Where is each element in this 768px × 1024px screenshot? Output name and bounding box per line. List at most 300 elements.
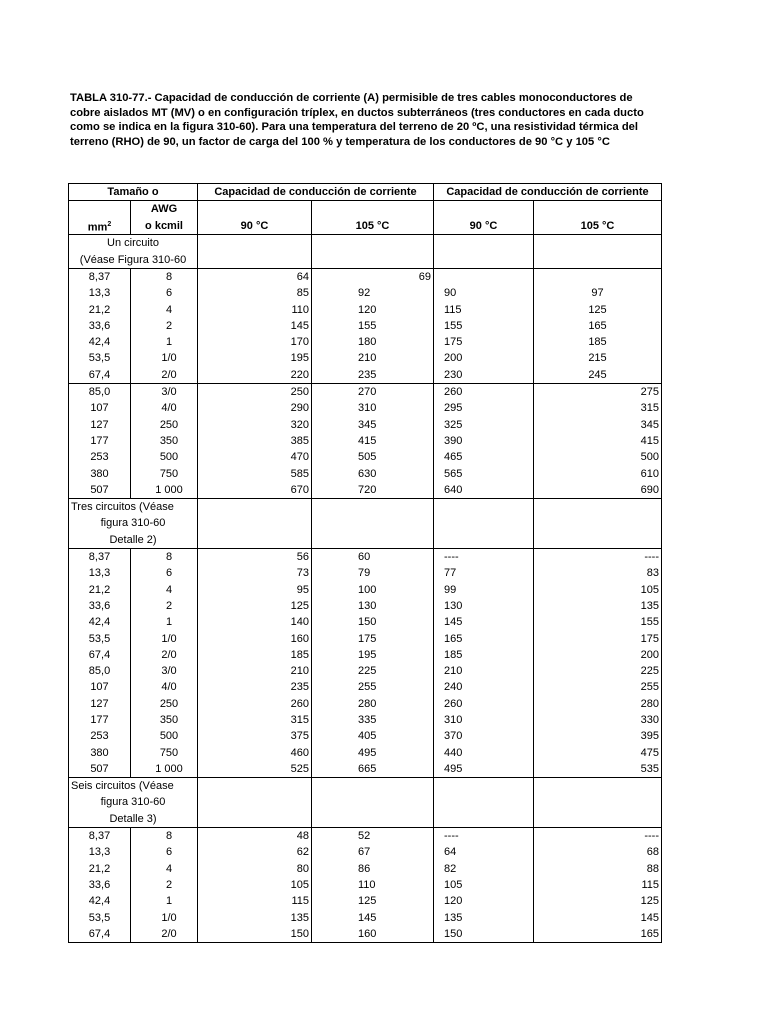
size-awg: 250: [131, 417, 198, 433]
amp-90-b: 82: [434, 861, 534, 877]
empty-cell: [312, 778, 434, 795]
size-awg: 4: [131, 861, 198, 877]
size-awg: 1: [131, 334, 198, 350]
caption-line: terreno (RHO) de 90, un factor de carga del 100 % y temperatura de los conductores de 90 °C y 105 °C: [70, 135, 610, 148]
empty-cell: [312, 252, 434, 269]
amp-90-a: 585: [198, 465, 312, 481]
amp-90-b: 155: [434, 318, 534, 334]
amp-90-a: 315: [198, 712, 312, 728]
amp-90-a: 385: [198, 433, 312, 449]
empty-cell: [534, 811, 662, 828]
table-row: [69, 696, 662, 712]
amp-105-b: 330: [534, 712, 662, 728]
amp-90-a: 85: [198, 285, 312, 301]
table-caption: [70, 91, 660, 149]
section-label-row: [69, 252, 662, 269]
empty-cell: [312, 499, 434, 516]
kcmil-header: o kcmil: [131, 218, 198, 235]
amp-105-a: 210: [312, 350, 434, 366]
amp-105-a: 335: [312, 712, 434, 728]
empty-cell: [198, 794, 312, 810]
amp-105-b: 175: [534, 630, 662, 646]
amp-105-a: 505: [312, 449, 434, 465]
size-awg: 1 000: [131, 482, 198, 499]
empty-cell: [434, 235, 534, 252]
amp-90-a: 250: [198, 383, 312, 400]
amp-90-b: 185: [434, 647, 534, 663]
section-label: Detalle 2): [69, 532, 198, 549]
amp-105-b: 165: [534, 926, 662, 943]
amp-105-a: 52: [312, 827, 434, 844]
amp-105-a: 235: [312, 367, 434, 384]
table-row: [69, 744, 662, 760]
size-mm2: 507: [69, 761, 131, 778]
size-mm2: 42,4: [69, 614, 131, 630]
amp-90-a: 235: [198, 679, 312, 695]
amp-105-a: 69: [312, 268, 434, 285]
table-row: [69, 465, 662, 481]
empty-cell: [198, 532, 312, 549]
amp-105-b: 145: [534, 909, 662, 925]
amp-105-a: 86: [312, 861, 434, 877]
amp-105-b: 125: [534, 893, 662, 909]
size-mm2: 42,4: [69, 893, 131, 909]
temp-90-a: 90 °C: [198, 218, 312, 235]
size-mm2: 13,3: [69, 285, 131, 301]
amp-90-b: 495: [434, 761, 534, 778]
header-row: [69, 218, 662, 235]
size-awg: 4/0: [131, 400, 198, 416]
size-mm2: 8,37: [69, 827, 131, 844]
size-awg: 750: [131, 744, 198, 760]
temp-105-a: 105 °C: [312, 218, 434, 235]
size-mm2: 21,2: [69, 861, 131, 877]
size-awg: 250: [131, 696, 198, 712]
size-mm2: 127: [69, 417, 131, 433]
amp-105-a: 310: [312, 400, 434, 416]
amp-90-b: 260: [434, 696, 534, 712]
size-mm2: 85,0: [69, 663, 131, 679]
amp-90-a: 80: [198, 861, 312, 877]
amp-90-b: 230: [434, 367, 534, 384]
amp-90-b: 165: [434, 630, 534, 646]
size-awg: 3/0: [131, 383, 198, 400]
section-label-row: [69, 499, 662, 516]
amp-105-b: 115: [534, 877, 662, 893]
table-row: [69, 893, 662, 909]
amp-105-a: 405: [312, 728, 434, 744]
table-row: [69, 861, 662, 877]
size-awg: 6: [131, 844, 198, 860]
amp-90-b: 240: [434, 679, 534, 695]
size-awg: 1/0: [131, 909, 198, 925]
empty-cell: [312, 811, 434, 828]
amp-90-b: 99: [434, 581, 534, 597]
amp-105-b: 345: [534, 417, 662, 433]
amp-105-a: 92: [312, 285, 434, 301]
header-row: [69, 184, 662, 201]
amp-90-a: 140: [198, 614, 312, 630]
amp-105-b: 280: [534, 696, 662, 712]
amp-90-b: 565: [434, 465, 534, 481]
amp-105-b: 395: [534, 728, 662, 744]
amp-105-b: 315: [534, 400, 662, 416]
size-awg: 8: [131, 268, 198, 285]
mm2-header: $mm^2$: [69, 218, 131, 235]
size-awg: 1: [131, 893, 198, 909]
amp-105-b: 135: [534, 598, 662, 614]
amp-105-a: 67: [312, 844, 434, 860]
amp-90-a: 62: [198, 844, 312, 860]
empty-cell: [198, 811, 312, 828]
amp-105-b: 225: [534, 663, 662, 679]
amp-90-b: [434, 268, 534, 285]
amp-105-a: 60: [312, 548, 434, 565]
amp-105-b: 500: [534, 449, 662, 465]
amp-90-a: 525: [198, 761, 312, 778]
amp-105-b: 535: [534, 761, 662, 778]
empty-cell: [312, 532, 434, 549]
empty-cell: [434, 252, 534, 269]
table-row: [69, 350, 662, 366]
table-row: [69, 614, 662, 630]
amp-105-b: 185: [534, 334, 662, 350]
size-awg: 4/0: [131, 679, 198, 695]
table-row: [69, 844, 662, 860]
size-awg: 8: [131, 827, 198, 844]
size-header: Tamaño o: [69, 184, 198, 201]
size-mm2: 42,4: [69, 334, 131, 350]
amp-90-b: 440: [434, 744, 534, 760]
section-label: figura 310-60: [69, 515, 198, 531]
amp-90-b: 90: [434, 285, 534, 301]
size-awg: 8: [131, 548, 198, 565]
empty-cell: [434, 778, 534, 795]
amp-90-b: 390: [434, 433, 534, 449]
amp-105-a: 270: [312, 383, 434, 400]
empty-cell: [312, 794, 434, 810]
amp-105-a: 160: [312, 926, 434, 943]
size-mm2: 33,6: [69, 598, 131, 614]
size-awg: 3/0: [131, 663, 198, 679]
size-mm2: 33,6: [69, 877, 131, 893]
amp-90-a: 125: [198, 598, 312, 614]
size-mm2: 13,3: [69, 565, 131, 581]
amp-105-b: ----: [534, 827, 662, 844]
section-label: Seis circuitos (Véase: [69, 778, 198, 795]
amp-90-a: 170: [198, 334, 312, 350]
section-label: Tres circuitos (Véase: [69, 499, 198, 516]
empty-cell: [198, 515, 312, 531]
table-row: [69, 318, 662, 334]
table-row: [69, 647, 662, 663]
size-mm2: 127: [69, 696, 131, 712]
amp-105-b: 275: [534, 383, 662, 400]
table-row: [69, 433, 662, 449]
section-label: Un circuito: [69, 235, 198, 252]
amp-105-a: 495: [312, 744, 434, 760]
section-label-row: [69, 532, 662, 549]
amp-90-b: 105: [434, 877, 534, 893]
empty-cell: [534, 778, 662, 795]
size-awg: 1 000: [131, 761, 198, 778]
amp-90-a: 48: [198, 827, 312, 844]
empty-cell: [198, 235, 312, 252]
table-row: [69, 548, 662, 565]
amp-105-a: 125: [312, 893, 434, 909]
amp-105-b: 200: [534, 647, 662, 663]
size-mm2: 85,0: [69, 383, 131, 400]
amp-105-a: 225: [312, 663, 434, 679]
amp-90-b: ----: [434, 548, 534, 565]
capacity-header-1: Capacidad de conducción de corriente: [198, 184, 434, 201]
amp-90-b: 200: [434, 350, 534, 366]
amp-90-a: 160: [198, 630, 312, 646]
amp-90-a: 135: [198, 909, 312, 925]
amp-105-a: 630: [312, 465, 434, 481]
amp-90-b: 77: [434, 565, 534, 581]
temp-90-b: 90 °C: [434, 218, 534, 235]
empty-cell: [198, 778, 312, 795]
amp-105-b: 690: [534, 482, 662, 499]
size-mm2: 8,37: [69, 268, 131, 285]
table-row: [69, 926, 662, 943]
amp-105-a: 195: [312, 647, 434, 663]
amp-105-a: 145: [312, 909, 434, 925]
section-label: Detalle 3): [69, 811, 198, 828]
size-mm2: 380: [69, 744, 131, 760]
size-mm2: 177: [69, 712, 131, 728]
empty-cell: [434, 794, 534, 810]
size-mm2: 33,6: [69, 318, 131, 334]
amp-90-a: 375: [198, 728, 312, 744]
table-row: [69, 679, 662, 695]
amp-90-b: 150: [434, 926, 534, 943]
size-mm2: 21,2: [69, 301, 131, 317]
amp-105-a: 100: [312, 581, 434, 597]
amp-90-b: 465: [434, 449, 534, 465]
amp-90-b: 310: [434, 712, 534, 728]
size-awg: 750: [131, 465, 198, 481]
amp-105-a: 720: [312, 482, 434, 499]
amp-90-b: 295: [434, 400, 534, 416]
amp-90-b: 175: [434, 334, 534, 350]
table-row: [69, 482, 662, 499]
caption-line: TABLA 310-77.- Capacidad de conducción de corriente (A) permisible de tres cables monoconductores de: [70, 92, 633, 104]
amp-105-a: 155: [312, 318, 434, 334]
caption-line: como se indica en la figura 310-60). Para una temperatura del terreno de 20 ºC, una resistividad térmica del: [70, 121, 639, 134]
size-mm2: 53,5: [69, 630, 131, 646]
empty-cell: [198, 252, 312, 269]
table-row: [69, 877, 662, 893]
amp-105-a: 345: [312, 417, 434, 433]
section-label-row: [69, 794, 662, 810]
amp-90-b: 64: [434, 844, 534, 860]
amp-90-a: 73: [198, 565, 312, 581]
size-awg: 2/0: [131, 926, 198, 943]
amp-105-b: 155: [534, 614, 662, 630]
empty-cell: [534, 252, 662, 269]
amp-90-b: 325: [434, 417, 534, 433]
amp-105-b: 610: [534, 465, 662, 481]
size-mm2: 507: [69, 482, 131, 499]
amp-105-b: 255: [534, 679, 662, 695]
size-mm2: 107: [69, 400, 131, 416]
section-label-row: [69, 811, 662, 828]
size-awg: 2/0: [131, 367, 198, 384]
table-row: [69, 827, 662, 844]
amp-90-a: 56: [198, 548, 312, 565]
size-awg: 500: [131, 728, 198, 744]
size-awg: 2: [131, 318, 198, 334]
size-awg: 4: [131, 301, 198, 317]
amp-90-a: 320: [198, 417, 312, 433]
size-mm2: 67,4: [69, 926, 131, 943]
empty-cell: [198, 499, 312, 516]
size-awg: 1: [131, 614, 198, 630]
amp-90-a: 470: [198, 449, 312, 465]
size-mm2: 53,5: [69, 909, 131, 925]
amp-90-a: 185: [198, 647, 312, 663]
amp-90-a: 105: [198, 877, 312, 893]
size-awg: 6: [131, 565, 198, 581]
table-row: [69, 581, 662, 597]
caption-line: cobre aislados MT (MV) o en configuración tríplex, en ductos subterráneos (tres conductores en cada ducto: [70, 106, 644, 119]
empty-cell: [434, 811, 534, 828]
amp-90-a: 210: [198, 663, 312, 679]
amp-90-b: 210: [434, 663, 534, 679]
amp-90-a: 64: [198, 268, 312, 285]
amp-90-b: 120: [434, 893, 534, 909]
size-awg: 350: [131, 433, 198, 449]
amp-105-b: ----: [534, 548, 662, 565]
table-row: [69, 761, 662, 778]
awg-header: AWG: [131, 201, 198, 218]
size-awg: 350: [131, 712, 198, 728]
size-mm2: 53,5: [69, 350, 131, 366]
section-label-row: [69, 778, 662, 795]
amp-105-a: 415: [312, 433, 434, 449]
size-mm2: 107: [69, 679, 131, 695]
amp-105-a: 180: [312, 334, 434, 350]
size-awg: 2/0: [131, 647, 198, 663]
amp-105-a: 255: [312, 679, 434, 695]
amp-105-a: 110: [312, 877, 434, 893]
size-awg: 6: [131, 285, 198, 301]
table-row: [69, 268, 662, 285]
amp-90-a: 95: [198, 581, 312, 597]
amp-105-b: 245: [534, 367, 662, 384]
amp-90-b: 135: [434, 909, 534, 925]
amp-105-b: 165: [534, 318, 662, 334]
table-row: [69, 712, 662, 728]
amp-105-a: 665: [312, 761, 434, 778]
amp-90-a: 110: [198, 301, 312, 317]
table-row: [69, 367, 662, 384]
amp-90-a: 260: [198, 696, 312, 712]
empty-cell: [534, 515, 662, 531]
empty-cell: [534, 499, 662, 516]
amp-90-a: 150: [198, 926, 312, 943]
table-row: [69, 383, 662, 400]
amp-105-a: 280: [312, 696, 434, 712]
size-awg: 1/0: [131, 350, 198, 366]
amp-105-b: 97: [534, 285, 662, 301]
amp-90-a: 220: [198, 367, 312, 384]
table-row: [69, 334, 662, 350]
amp-90-a: 195: [198, 350, 312, 366]
table-row: [69, 728, 662, 744]
amp-90-b: 640: [434, 482, 534, 499]
size-mm2: 67,4: [69, 647, 131, 663]
empty-cell: [434, 515, 534, 531]
amp-90-b: ----: [434, 827, 534, 844]
amp-105-b: 125: [534, 301, 662, 317]
temp-105-b: 105 °C: [534, 218, 662, 235]
size-mm2: 8,37: [69, 548, 131, 565]
table-row: [69, 598, 662, 614]
section-label-row: [69, 515, 662, 531]
table-body: [69, 184, 662, 943]
size-awg: 2: [131, 598, 198, 614]
amp-90-b: 370: [434, 728, 534, 744]
amp-105-b: 475: [534, 744, 662, 760]
table-row: [69, 630, 662, 646]
table-row: [69, 663, 662, 679]
section-label: figura 310-60: [69, 794, 198, 810]
amp-105-b: 415: [534, 433, 662, 449]
amp-105-b: [534, 268, 662, 285]
amp-105-a: 79: [312, 565, 434, 581]
empty-cell: [534, 532, 662, 549]
amp-90-a: 145: [198, 318, 312, 334]
amp-90-a: 460: [198, 744, 312, 760]
amp-90-b: 260: [434, 383, 534, 400]
empty-cell: [434, 499, 534, 516]
table-row: [69, 565, 662, 581]
size-mm2: 380: [69, 465, 131, 481]
size-awg: 500: [131, 449, 198, 465]
amp-105-b: 83: [534, 565, 662, 581]
empty-cell: [312, 515, 434, 531]
table-row: [69, 285, 662, 301]
amp-90-b: 130: [434, 598, 534, 614]
ampacity-table: [68, 183, 662, 943]
amp-105-b: 215: [534, 350, 662, 366]
table-row: [69, 417, 662, 433]
size-mm2: 13,3: [69, 844, 131, 860]
table-row: [69, 909, 662, 925]
table-row: [69, 449, 662, 465]
size-mm2: 253: [69, 449, 131, 465]
amp-90-a: 290: [198, 400, 312, 416]
table-row: [69, 301, 662, 317]
size-mm2: 67,4: [69, 367, 131, 384]
amp-105-a: 175: [312, 630, 434, 646]
size-mm2: 253: [69, 728, 131, 744]
section-label: (Véase Figura 310-60: [69, 252, 198, 269]
amp-90-b: 145: [434, 614, 534, 630]
section-label-row: [69, 235, 662, 252]
amp-90-a: 115: [198, 893, 312, 909]
size-awg: 2: [131, 877, 198, 893]
size-mm2: 21,2: [69, 581, 131, 597]
amp-90-a: 670: [198, 482, 312, 499]
amp-90-b: 115: [434, 301, 534, 317]
size-awg: 4: [131, 581, 198, 597]
amp-105-b: 68: [534, 844, 662, 860]
size-awg: 1/0: [131, 630, 198, 646]
